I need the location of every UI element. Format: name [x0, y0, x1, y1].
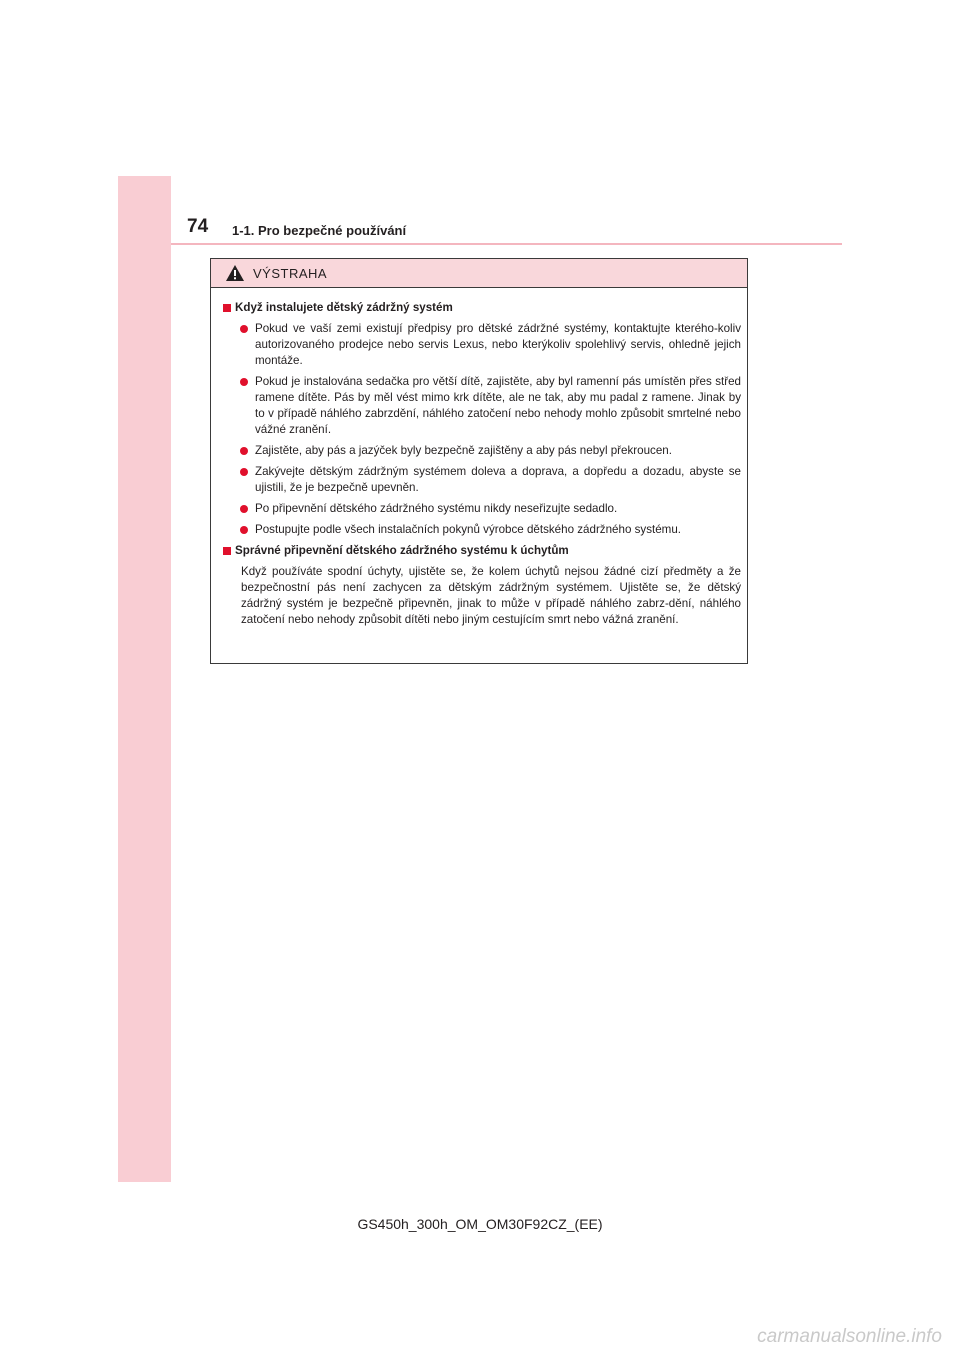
warning-header — [211, 259, 747, 288]
round-bullet-icon — [240, 526, 248, 534]
bullet-item — [223, 501, 741, 517]
bullet-text: Zajistěte, aby pás a jazýček byly bezpečně zajištěny a aby pás nebyl překroucen. — [255, 444, 672, 457]
bullet-item — [223, 374, 741, 438]
subheading-text: Správné připevnění dětského zádržného systému k úchytům — [235, 544, 569, 557]
round-bullet-icon — [240, 378, 248, 386]
round-bullet-icon — [240, 325, 248, 333]
page-number: 74 — [187, 216, 209, 237]
bullet-text: Pokud je instalována sedačka pro větší dítě, zajistěte, aby byl ramenní pás umístěn přes střed ramene dítěte. Pás by měl vést mimo krk dítěte, ale ne tak, aby mu padal z ramene. Jinak by to v případě náhlého zabrzdění, náhlého zatočení nebo nehody mohlo způsobit smrtelné nebo vážné zranění. — [255, 375, 741, 436]
subheading-anchors — [223, 543, 741, 559]
subheading-install — [223, 300, 741, 316]
bullet-item — [223, 321, 741, 369]
round-bullet-icon — [240, 447, 248, 455]
square-bullet-icon — [223, 304, 231, 312]
warning-title: VÝSTRAHA — [253, 265, 328, 281]
header-rule — [171, 243, 842, 245]
warning-box — [210, 258, 748, 664]
square-bullet-icon — [223, 547, 231, 555]
round-bullet-icon — [240, 505, 248, 513]
bullet-text: Postupujte podle všech instalačních pokynů výrobce dětského zádržného systému. — [255, 523, 681, 536]
watermark: carmanualsonline.info — [757, 1326, 942, 1347]
bullet-item — [223, 464, 741, 496]
warning-triangle-icon — [225, 264, 245, 282]
bullet-text: Po připevnění dětského zádržného systému nikdy neseřizujte sedadlo. — [255, 502, 618, 515]
bullet-text: Zakývejte dětským zádržným systémem doleva a doprava, a dopředu a dozadu, abyste se ujistili, že je bezpečně upevněn. — [255, 465, 741, 494]
bullet-item — [223, 522, 741, 538]
side-band — [118, 176, 171, 1182]
bullet-text: Pokud ve vaší zemi existují předpisy pro dětské zádržné systémy, kontaktujte kterého-koliv autorizovaného prodejce nebo servis Lexus, nebo kterýkoliv spolehlivý servis, ohledně jejich montáže. — [255, 322, 741, 367]
anchor-paragraph: Když používáte spodní úchyty, ujistěte se, že kolem úchytů nejsou žádné cizí předměty a že bezpečnostní pás není zachycen za dětským zádržným systémem. Ujistěte se, že dětský zádržný systém je bezpečně připevněn, jinak to může v případě náhlého zabrz-dění, náhlého zatočení nebo nehody způsobit dítěti nebo jiným cestujícím smrt nebo vážná zranění. — [241, 565, 741, 626]
section-title: 1-1. Pro bezpečné používání — [232, 223, 407, 238]
bullet-item — [223, 443, 741, 459]
subheading-text: Když instalujete dětský zádržný systém — [235, 301, 453, 314]
warning-body — [211, 288, 747, 628]
footer-code: GS450h_300h_OM_OM30F92CZ_(EE) — [357, 1216, 603, 1232]
round-bullet-icon — [240, 468, 248, 476]
